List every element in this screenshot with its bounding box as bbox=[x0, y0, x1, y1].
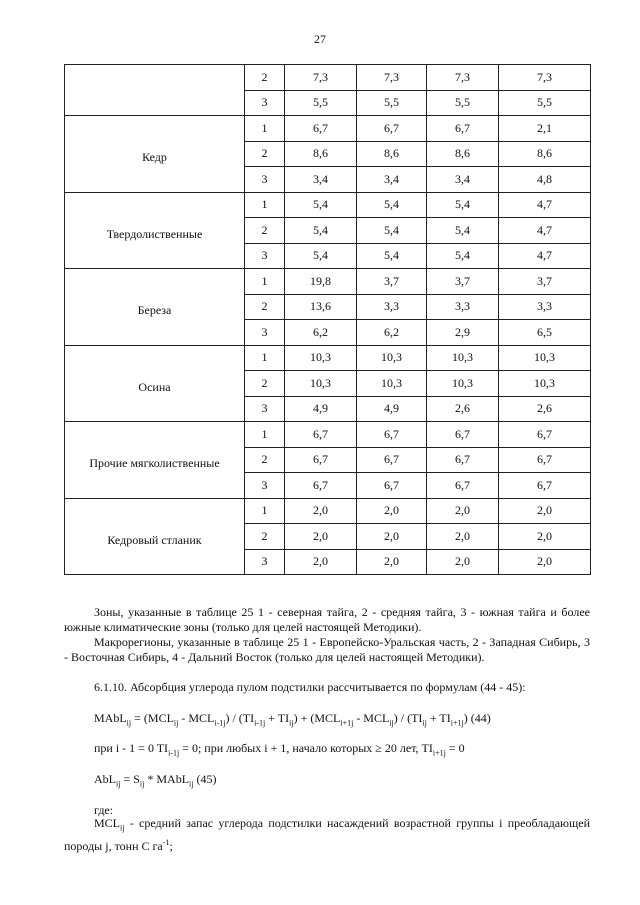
value-cell: 10,3 bbox=[427, 371, 499, 397]
table-row bbox=[65, 65, 591, 91]
value-cell: 10,3 bbox=[499, 371, 591, 397]
value-cell: 4,7 bbox=[499, 192, 591, 218]
value-cell: 10,3 bbox=[357, 371, 427, 397]
value-cell: 3,3 bbox=[499, 294, 591, 320]
value-cell: 2,0 bbox=[499, 549, 591, 575]
value-cell: 19,8 bbox=[285, 269, 357, 295]
value-cell: 2,0 bbox=[427, 524, 499, 550]
zone-index-cell: 3 bbox=[245, 90, 285, 116]
value-cell: 5,4 bbox=[285, 243, 357, 269]
value-cell: 8,6 bbox=[427, 141, 499, 167]
zone-index-cell: 1 bbox=[245, 116, 285, 142]
value-cell: 6,2 bbox=[285, 320, 357, 346]
value-cell: 7,3 bbox=[499, 65, 591, 91]
value-cell: 8,6 bbox=[499, 141, 591, 167]
value-cell: 6,5 bbox=[499, 320, 591, 346]
value-cell: 3,7 bbox=[357, 269, 427, 295]
value-cell: 5,4 bbox=[357, 243, 427, 269]
value-cell: 5,5 bbox=[357, 90, 427, 116]
value-cell: 3,7 bbox=[499, 269, 591, 295]
value-cell: 2,6 bbox=[427, 396, 499, 422]
value-cell: 2,0 bbox=[427, 498, 499, 524]
table-row bbox=[65, 345, 591, 371]
zone-index-cell: 2 bbox=[245, 294, 285, 320]
value-cell: 13,6 bbox=[285, 294, 357, 320]
value-cell: 6,7 bbox=[427, 473, 499, 499]
species-name-cell: Кедровый стланик bbox=[65, 498, 245, 575]
value-cell: 6,7 bbox=[285, 447, 357, 473]
formula-condition: при i - 1 = 0 $TI_{i-1j} = 0$; при любых i + 1, начало которых ≥ 20 лет, $TI_{i+1j} = 0$ bbox=[94, 741, 465, 758]
value-cell: 10,3 bbox=[285, 345, 357, 371]
formula-45: $AbL_{ij} = S_{ij}$ * MAbL$_{ij}$ (45) bbox=[94, 772, 217, 789]
zone-index-cell: 2 bbox=[245, 524, 285, 550]
value-cell: 6,7 bbox=[285, 116, 357, 142]
zone-index-cell: 1 bbox=[245, 345, 285, 371]
value-cell: 8,6 bbox=[285, 141, 357, 167]
value-cell: 7,3 bbox=[357, 65, 427, 91]
macroregions-note bbox=[64, 635, 590, 665]
value-cell: 2,0 bbox=[285, 498, 357, 524]
value-cell: 2,0 bbox=[357, 498, 427, 524]
value-cell: 4,7 bbox=[499, 218, 591, 244]
page-number: 27 bbox=[314, 32, 326, 46]
value-cell: 2,0 bbox=[427, 549, 499, 575]
value-cell: 6,7 bbox=[499, 422, 591, 448]
species-name-cell: Береза bbox=[65, 269, 245, 346]
value-cell: 8,6 bbox=[357, 141, 427, 167]
value-cell: 7,3 bbox=[427, 65, 499, 91]
value-cell: 2,0 bbox=[285, 549, 357, 575]
value-cell: 2,6 bbox=[499, 396, 591, 422]
mcl-definition: $MCL_{ij}$ - средний запас углерода подстилки насаждений возрастной группы i преобладающей породы j, тонн С $га^{-1}$; bbox=[64, 816, 590, 854]
species-name-cell: Твердолиственные bbox=[65, 192, 245, 269]
value-cell: 3,4 bbox=[357, 167, 427, 193]
macroregions-note-text: Макрорегионы, указанные в таблице 25 1 - Европейско-Уральская часть, 2 - Западная Сибирь, 3 - Восточная Сибирь, 4 - Дальний Восток (только для целей настоящей Методики). bbox=[64, 635, 590, 664]
value-cell: 3,4 bbox=[427, 167, 499, 193]
value-cell: 5,4 bbox=[357, 218, 427, 244]
greater-equal-sign: ≥ bbox=[375, 741, 382, 755]
value-cell: 2,0 bbox=[499, 498, 591, 524]
value-cell: 4,7 bbox=[499, 243, 591, 269]
value-cell: 5,4 bbox=[427, 218, 499, 244]
value-cell: 6,7 bbox=[357, 422, 427, 448]
carbon-litter-table bbox=[64, 64, 591, 575]
zone-index-cell: 2 bbox=[245, 371, 285, 397]
species-name-cell: Осина bbox=[65, 345, 245, 422]
value-cell: 4,9 bbox=[285, 396, 357, 422]
value-cell: 2,9 bbox=[427, 320, 499, 346]
zone-index-cell: 1 bbox=[245, 192, 285, 218]
value-cell: 6,7 bbox=[357, 473, 427, 499]
value-cell: 5,4 bbox=[285, 218, 357, 244]
value-cell: 6,7 bbox=[357, 447, 427, 473]
zone-index-cell: 3 bbox=[245, 473, 285, 499]
value-cell: 7,3 bbox=[285, 65, 357, 91]
zone-index-cell: 3 bbox=[245, 320, 285, 346]
value-cell: 5,4 bbox=[427, 243, 499, 269]
value-cell: 10,3 bbox=[499, 345, 591, 371]
value-cell: 2,1 bbox=[499, 116, 591, 142]
species-name-cell bbox=[65, 65, 245, 116]
section-heading bbox=[64, 680, 590, 695]
zone-index-cell: 1 bbox=[245, 422, 285, 448]
zone-index-cell: 3 bbox=[245, 396, 285, 422]
value-cell: 5,4 bbox=[285, 192, 357, 218]
value-cell: 5,5 bbox=[427, 90, 499, 116]
formula-44: MAbL$_{ij}$ = $(MCL_{ij} - MCL_{i-1j}) / (TI_{i-1j} + TI_{ij}) + (MCL_{i+1j} - MCL_{ij}) / (TI_{ij} + TI_{i+1j})$ (44) bbox=[94, 711, 491, 728]
value-cell: 2,0 bbox=[285, 524, 357, 550]
value-cell: 6,7 bbox=[499, 447, 591, 473]
section-heading-text: 6.1.10. Абсорбция углерода пулом подстилки рассчитывается по формулам (44 - 45): bbox=[94, 680, 526, 694]
value-cell: 6,7 bbox=[357, 116, 427, 142]
table-row bbox=[65, 422, 591, 448]
value-cell: 2,0 bbox=[499, 524, 591, 550]
value-cell: 3,3 bbox=[357, 294, 427, 320]
zone-index-cell: 2 bbox=[245, 141, 285, 167]
value-cell: 4,8 bbox=[499, 167, 591, 193]
zone-index-cell: 2 bbox=[245, 218, 285, 244]
zone-index-cell: 3 bbox=[245, 167, 285, 193]
value-cell: 6,7 bbox=[285, 422, 357, 448]
value-cell: 6,7 bbox=[427, 116, 499, 142]
value-cell: 6,7 bbox=[427, 447, 499, 473]
zone-index-cell: 1 bbox=[245, 498, 285, 524]
zone-index-cell: 2 bbox=[245, 65, 285, 91]
species-name-cell: Кедр bbox=[65, 116, 245, 193]
value-cell: 6,2 bbox=[357, 320, 427, 346]
value-cell: 5,5 bbox=[285, 90, 357, 116]
zone-index-cell: 3 bbox=[245, 243, 285, 269]
table-row bbox=[65, 498, 591, 524]
value-cell: 10,3 bbox=[357, 345, 427, 371]
zones-note bbox=[64, 605, 590, 635]
value-cell: 4,9 bbox=[357, 396, 427, 422]
value-cell: 10,3 bbox=[285, 371, 357, 397]
value-cell: 5,5 bbox=[499, 90, 591, 116]
table-row bbox=[65, 269, 591, 295]
value-cell: 10,3 bbox=[427, 345, 499, 371]
value-cell: 2,0 bbox=[357, 524, 427, 550]
value-cell: 3,7 bbox=[427, 269, 499, 295]
zone-index-cell: 3 bbox=[245, 549, 285, 575]
value-cell: 2,0 bbox=[357, 549, 427, 575]
value-cell: 5,4 bbox=[427, 192, 499, 218]
value-cell: 6,7 bbox=[427, 422, 499, 448]
table-row bbox=[65, 116, 591, 142]
zone-index-cell: 1 bbox=[245, 269, 285, 295]
zones-note-text: Зоны, указанные в таблице 25 1 - северная тайга, 2 - средняя тайга, 3 - южная тайга и более южные климатические зоны (только для целей настоящей Методики). bbox=[64, 605, 590, 634]
value-cell: 3,3 bbox=[427, 294, 499, 320]
species-name-cell: Прочие мягколиственные bbox=[65, 422, 245, 499]
table-row bbox=[65, 192, 591, 218]
value-cell: 6,7 bbox=[285, 473, 357, 499]
value-cell: 3,4 bbox=[285, 167, 357, 193]
value-cell: 5,4 bbox=[357, 192, 427, 218]
where-text: где: bbox=[94, 803, 114, 817]
zone-index-cell: 2 bbox=[245, 447, 285, 473]
value-cell: 6,7 bbox=[499, 473, 591, 499]
